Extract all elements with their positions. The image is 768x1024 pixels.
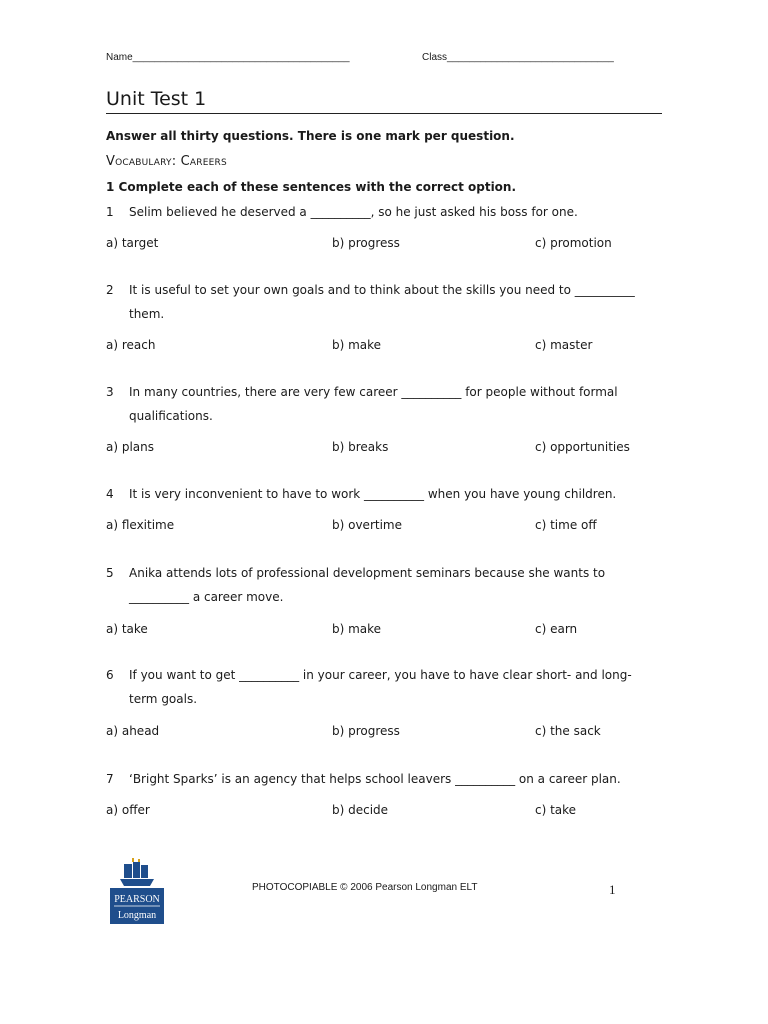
copyright-footer: PHOTOCOPIABLE © 2006 Pearson Longman ELT	[252, 882, 478, 893]
instructions: Answer all thirty questions. There is one mark per question.	[106, 129, 515, 143]
question-text-continued: term goals.	[129, 692, 198, 706]
question-text-continued: __________ a career move.	[129, 590, 284, 604]
question-number: 7	[106, 772, 114, 786]
option-a[interactable]: a) target	[106, 236, 159, 250]
pearson-longman-logo	[110, 856, 164, 924]
option-c[interactable]: c) the sack	[535, 724, 601, 738]
option-b[interactable]: b) make	[332, 338, 382, 352]
name-field-label: Name_______________________________________	[106, 52, 350, 63]
question-text: In many countries, there are very few career __________ for people without formal	[129, 385, 618, 399]
ship-icon	[120, 858, 154, 886]
question-text-continued: them.	[129, 307, 165, 321]
title-underline	[106, 113, 662, 114]
question-number: 2	[106, 283, 114, 297]
section-heading: Vocabulary: Careers	[106, 154, 227, 169]
question-text: Anika attends lots of professional development seminars because she wants to	[129, 566, 606, 580]
class-field-label: Class______________________________	[422, 52, 614, 63]
page-number: 1	[609, 882, 616, 897]
option-a[interactable]: a) take	[106, 622, 148, 636]
option-a[interactable]: a) offer	[106, 803, 150, 817]
question-text-continued: qualifications.	[129, 409, 213, 423]
question-text: ‘Bright Sparks’ is an agency that helps school leavers __________ on a career plan.	[129, 772, 621, 786]
task-heading: 1 Complete each of these sentences with the correct option.	[106, 180, 517, 194]
question-number: 1	[106, 205, 114, 219]
option-a[interactable]: a) flexitime	[106, 518, 175, 532]
option-b[interactable]: b) overtime	[332, 518, 402, 532]
option-c[interactable]: c) take	[535, 803, 577, 817]
option-c[interactable]: c) time off	[535, 518, 597, 532]
question-number: 3	[106, 385, 114, 399]
option-c[interactable]: c) master	[535, 338, 593, 352]
option-b[interactable]: b) make	[332, 622, 382, 636]
page-title: Unit Test 1	[106, 88, 207, 110]
option-c[interactable]: c) earn	[535, 622, 578, 636]
question-text: It is very inconvenient to have to work __________ when you have young children.	[129, 487, 617, 501]
question-text: It is useful to set your own goals and to think about the skills you need to __________	[129, 283, 635, 297]
question-number: 5	[106, 566, 114, 580]
question-number: 6	[106, 668, 114, 682]
option-a[interactable]: a) ahead	[106, 724, 160, 738]
option-b[interactable]: b) breaks	[332, 440, 389, 454]
option-c[interactable]: c) promotion	[535, 236, 612, 250]
option-c[interactable]: c) opportunities	[535, 440, 630, 454]
question-text: If you want to get __________ in your career, you have to have clear short- and long-	[129, 668, 632, 682]
logo-text-top: PEARSON	[114, 894, 160, 905]
question-text: Selim believed he deserved a __________, so he just asked his boss for one.	[129, 205, 578, 219]
option-a[interactable]: a) plans	[106, 440, 155, 454]
option-b[interactable]: b) decide	[332, 803, 389, 817]
question-number: 4	[106, 487, 114, 501]
option-b[interactable]: b) progress	[332, 236, 400, 250]
logo-text-bottom: Longman	[117, 910, 157, 921]
option-b[interactable]: b) progress	[332, 724, 400, 738]
option-a[interactable]: a) reach	[106, 338, 156, 352]
